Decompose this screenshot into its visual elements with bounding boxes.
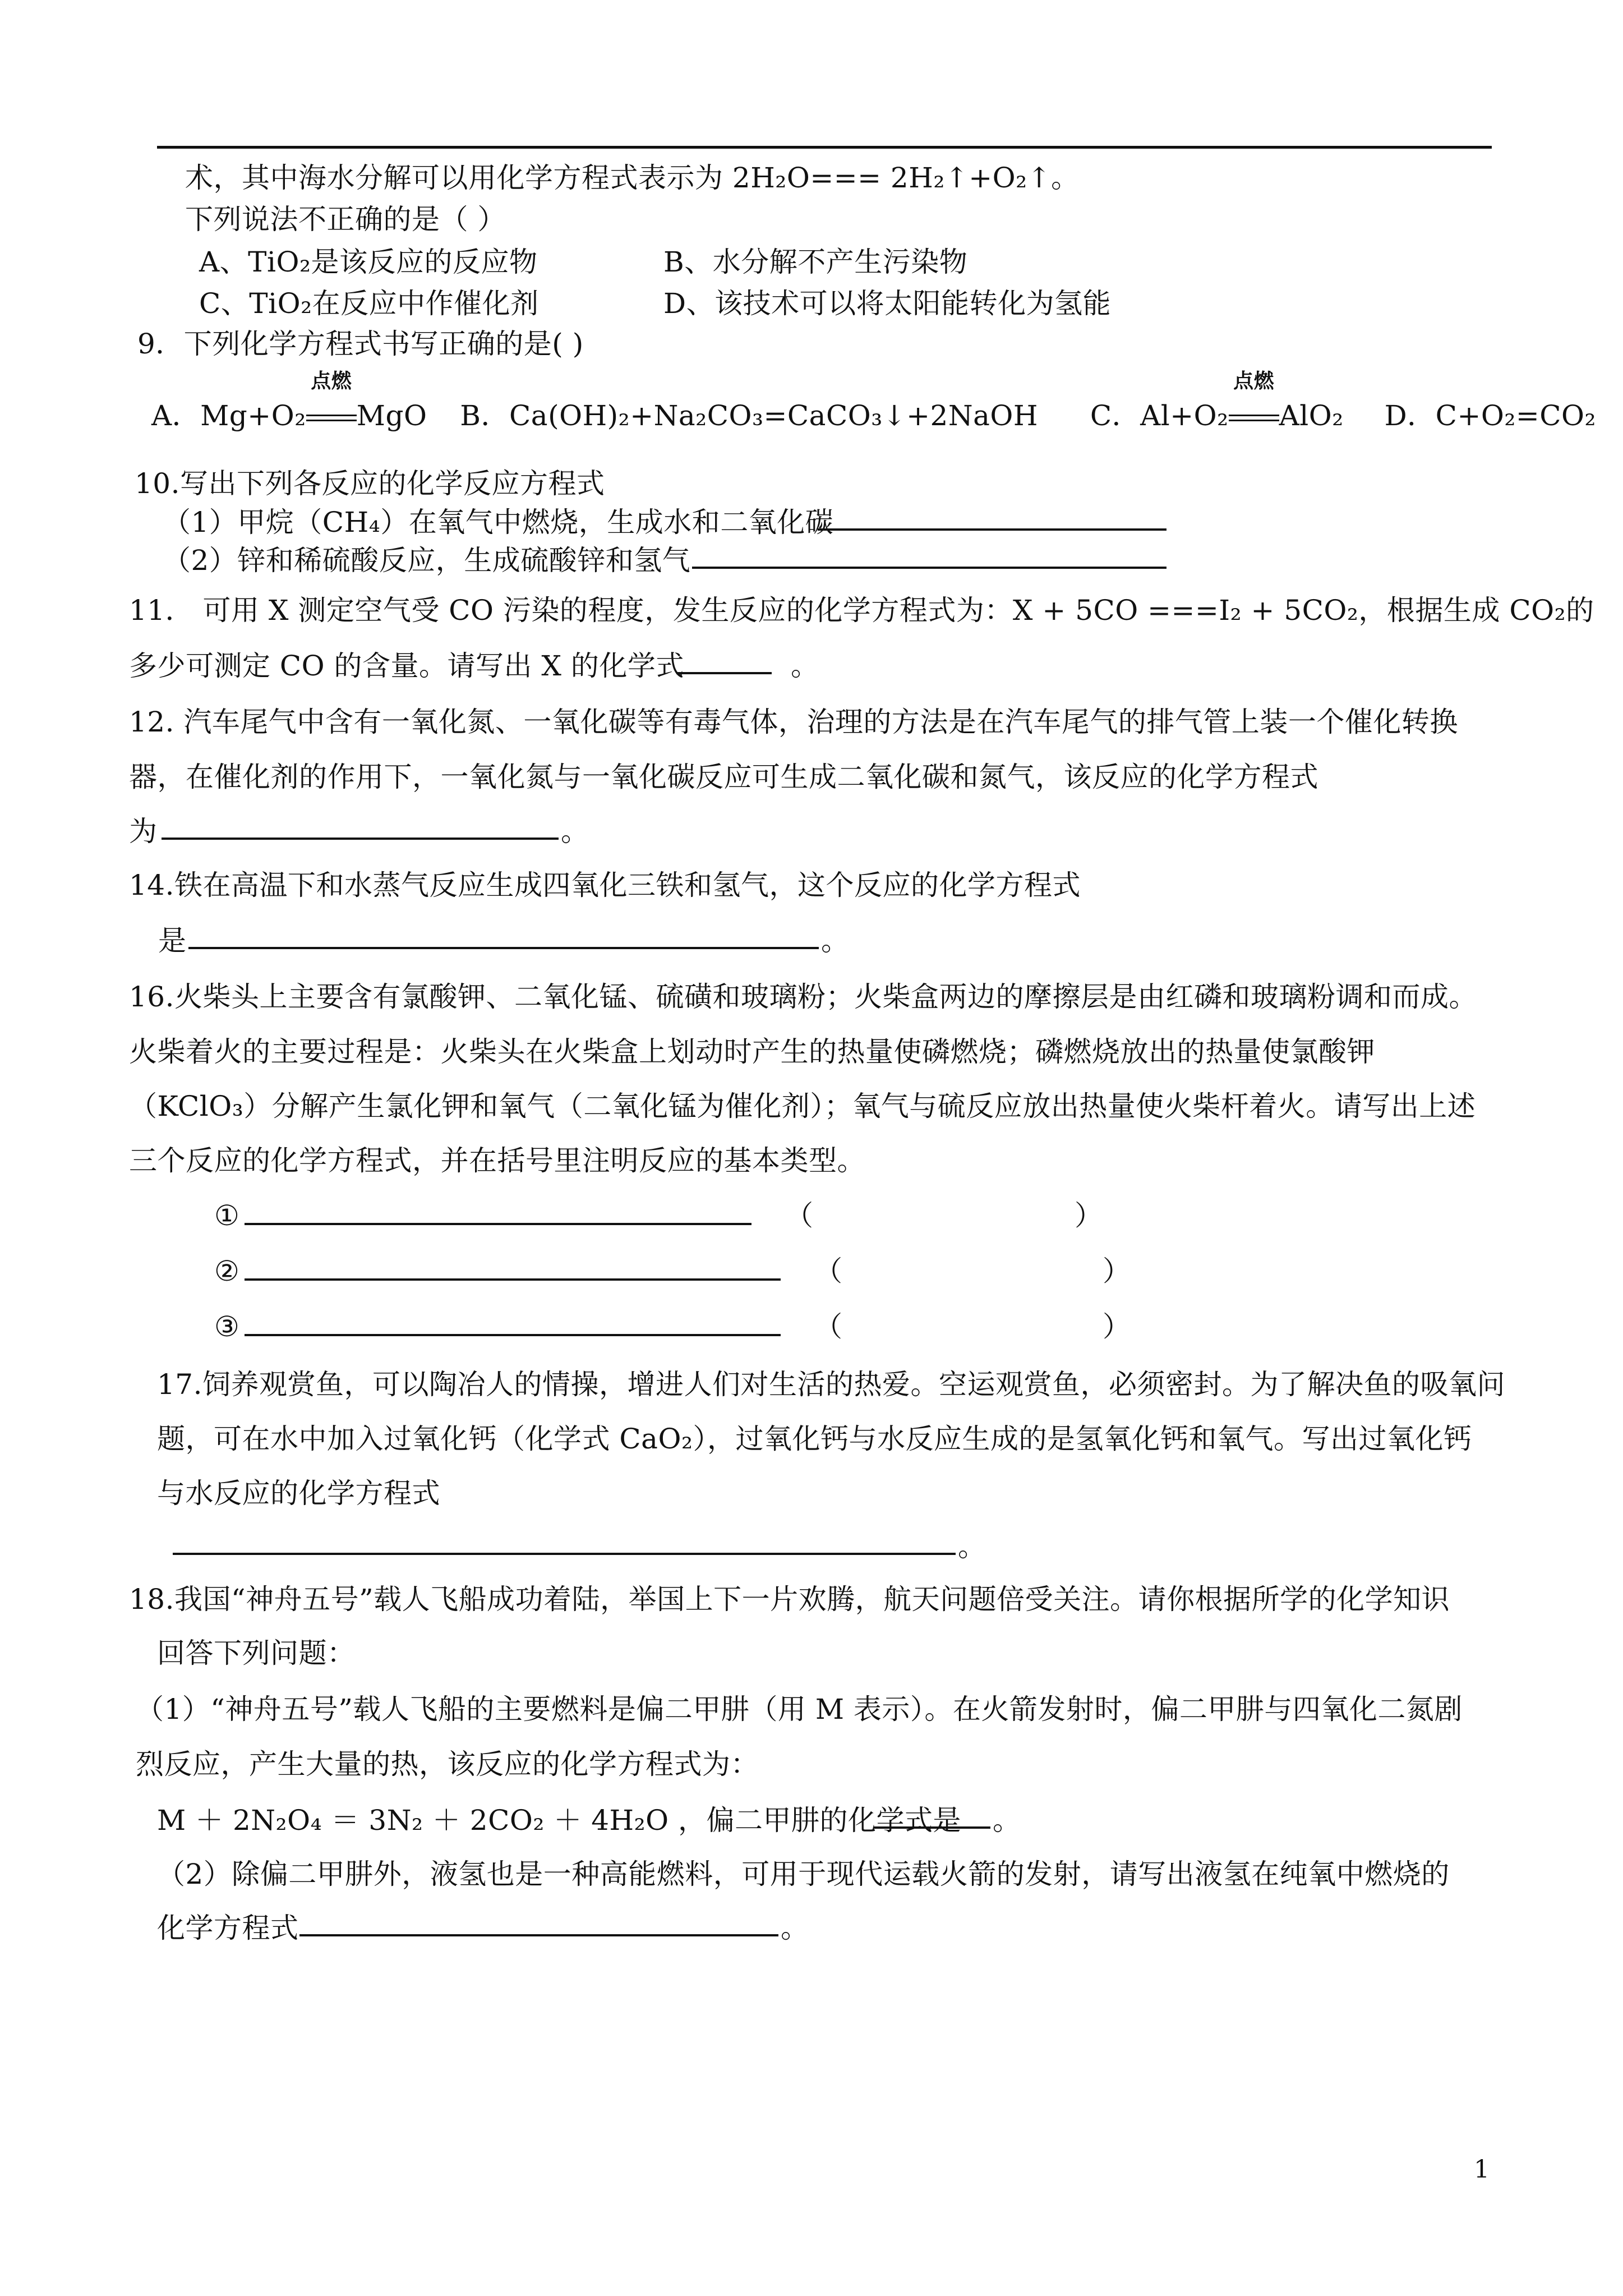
answer-blank-16-3[interactable]: [245, 1306, 781, 1336]
text-line-l31: 烈反应，产生大量的热，该反应的化学方程式为：: [136, 1748, 759, 1780]
open-paren-16-3: （: [814, 1310, 843, 1343]
text-line-l14: 为: [129, 815, 158, 848]
answer-blank-11[interactable]: [676, 644, 772, 674]
q9-option-b: B．Ca(OH)₂+Na₂CO₃=CaCO₃↓+2NaOH: [460, 399, 1039, 432]
text-line-l20: 三个反应的化学方程式，并在括号里注明反应的基本类型。: [129, 1144, 865, 1177]
equal-bar-a: [306, 415, 357, 421]
answer-blank-10-2[interactable]: [692, 539, 1166, 569]
answer-blank-10-1[interactable]: [818, 500, 1166, 531]
period-17: 。: [958, 1530, 986, 1563]
q9-option-a-right: MgO: [356, 399, 427, 432]
circled-three: ③: [214, 1310, 240, 1343]
text-line-l32: M ＋ 2N₂O₄ ＝ 3N₂ ＋ 2CO₂ ＋ 4H₂O ，偏二甲肼的化学式是: [157, 1804, 962, 1837]
text-line-l16: 是: [158, 924, 187, 957]
text-line-l9: （2）锌和稀硫酸反应，生成硫酸锌和氢气: [163, 544, 691, 577]
text-line-l26: 与水反应的化学方程式: [157, 1477, 440, 1510]
period-12: 。: [561, 815, 589, 848]
text-line-l4a: C、TiO₂在反应中作催化剂: [199, 287, 539, 320]
answer-blank-12[interactable]: [162, 809, 559, 840]
text-line-l30: （1）“神舟五号”载人飞船的主要燃料是偏二甲肼（用 M 表示）。在火箭发射时，偏二甲肼与四氧化二氮剧: [136, 1693, 1463, 1726]
period-18-2: 。: [781, 1912, 809, 1944]
open-paren-16-1: （: [785, 1199, 814, 1232]
text-line-l2: 下列说法不正确的是（ ）: [185, 203, 506, 236]
text-line-l12: 12. 汽车尾气中含有一氧化氮、一氧化碳等有毒气体，治理的方法是在汽车尾气的排气管上装一个催化转换: [129, 706, 1458, 738]
close-paren-16-2: ）: [1103, 1255, 1131, 1287]
text-line-l11: 多少可测定 CO 的含量。请写出 X 的化学式: [129, 650, 684, 682]
ignite-label-c: 点燃: [1233, 370, 1275, 393]
text-line-l33: （2）除偏二甲肼外，液氢也是一种高能燃料，可用于现代运载火箭的发射，请写出液氢在纯氧中燃烧的: [157, 1858, 1450, 1890]
equal-bar-c: [1229, 415, 1279, 421]
text-line-l10: 11． 可用 X 测定空气受 CO 污染的程度，发生反应的化学方程式为：X + 5CO ===I₂ + 5CO₂，根据生成 CO₂的: [129, 594, 1594, 627]
page-number: 1: [1474, 2155, 1490, 2184]
ignite-label-a: 点燃: [311, 370, 352, 393]
q9-option-a-left: A．Mg+O₂: [151, 399, 306, 432]
period-14: 。: [821, 924, 850, 957]
period-18-1: 。: [993, 1804, 1021, 1837]
text-line-l3a: A、TiO₂是该反应的反应物: [199, 246, 538, 278]
top-rule: [157, 146, 1492, 149]
answer-blank-16-2[interactable]: [245, 1250, 781, 1281]
answer-blank-14[interactable]: [188, 919, 819, 949]
ignite-condition-a: [306, 370, 357, 435]
circled-one: ①: [214, 1199, 240, 1232]
text-line-l34: 化学方程式: [157, 1912, 299, 1944]
answer-blank-18-1[interactable]: [874, 1798, 990, 1829]
period-11: 。: [791, 650, 819, 682]
text-line-l28: 18.我国“神舟五号”载人飞船成功着陆，举国上下一片欢腾，航天问题倍受关注。请你根据所学的化学知识: [129, 1583, 1450, 1616]
text-line-l13: 器，在催化剂的作用下，一氧化氮与一氧化碳反应可生成二氧化碳和氮气，该反应的化学方程式: [129, 761, 1318, 793]
text-line-l24: 17.饲养观赏鱼，可以陶冶人的情操，增进人们对生活的热爱。空运观赏鱼，必须密封。为了解决鱼的吸氧问: [157, 1368, 1506, 1401]
circled-two: ②: [214, 1255, 240, 1287]
text-line-l5: 9．下列化学方程式书写正确的是( ): [137, 328, 584, 360]
answer-blank-18-2[interactable]: [299, 1906, 778, 1936]
q9-options: [151, 370, 1597, 435]
close-paren-16-3: ）: [1103, 1310, 1131, 1343]
text-line-l18: 火柴着火的主要过程是：火柴头在火柴盒上划动时产生的热量使磷燃烧；磷燃烧放出的热量使氯酸钾: [129, 1036, 1375, 1068]
text-line-l15: 14.铁在高温下和水蒸气反应生成四氧化三铁和氢气，这个反应的化学方程式: [129, 869, 1081, 901]
q9-option-d: D．C+O₂=CO₂: [1384, 399, 1597, 432]
q9-option-c-right: AlO₂: [1279, 399, 1344, 432]
text-line-l4b: D、该技术可以将太阳能转化为氢能: [663, 287, 1112, 320]
text-line-l1: 术，其中海水分解可以用化学方程式表示为 2H₂O=== 2H₂↑+O₂↑。: [185, 162, 1080, 194]
close-paren-16-1: ）: [1075, 1199, 1103, 1232]
text-line-l29: 回答下列问题：: [157, 1637, 356, 1669]
text-line-l7: 10.写出下列各反应的化学反应方程式: [135, 467, 605, 500]
text-line-l19: （KClO₃）分解产生氯化钾和氧气（二氧化锰为催化剂）；氧气与硫反应放出热量使火柴杆着火。请写出上述: [129, 1090, 1476, 1122]
q9-option-c-left: C．Al+O₂: [1090, 399, 1229, 432]
answer-blank-16-1[interactable]: [245, 1195, 751, 1225]
text-line-l17: 16.火柴头上主要含有氯酸钾、二氧化锰、硫磺和玻璃粉；火柴盒两边的摩擦层是由红磷和玻璃粉调和而成。: [129, 981, 1478, 1013]
text-line-l25: 题，可在水中加入过氧化钙（化学式 CaO₂），过氧化钙与水反应生成的是氢氧化钙和氧气。写出过氧化钙: [157, 1423, 1472, 1455]
text-line-l3b: B、水分解不产生污染物: [663, 246, 968, 278]
text-line-l8: （1）甲烷（CH₄）在氧气中燃烧，生成水和二氧化碳: [163, 506, 834, 539]
open-paren-16-2: （: [814, 1255, 843, 1287]
answer-blank-17[interactable]: [173, 1525, 956, 1555]
ignite-condition-c: [1229, 370, 1279, 435]
